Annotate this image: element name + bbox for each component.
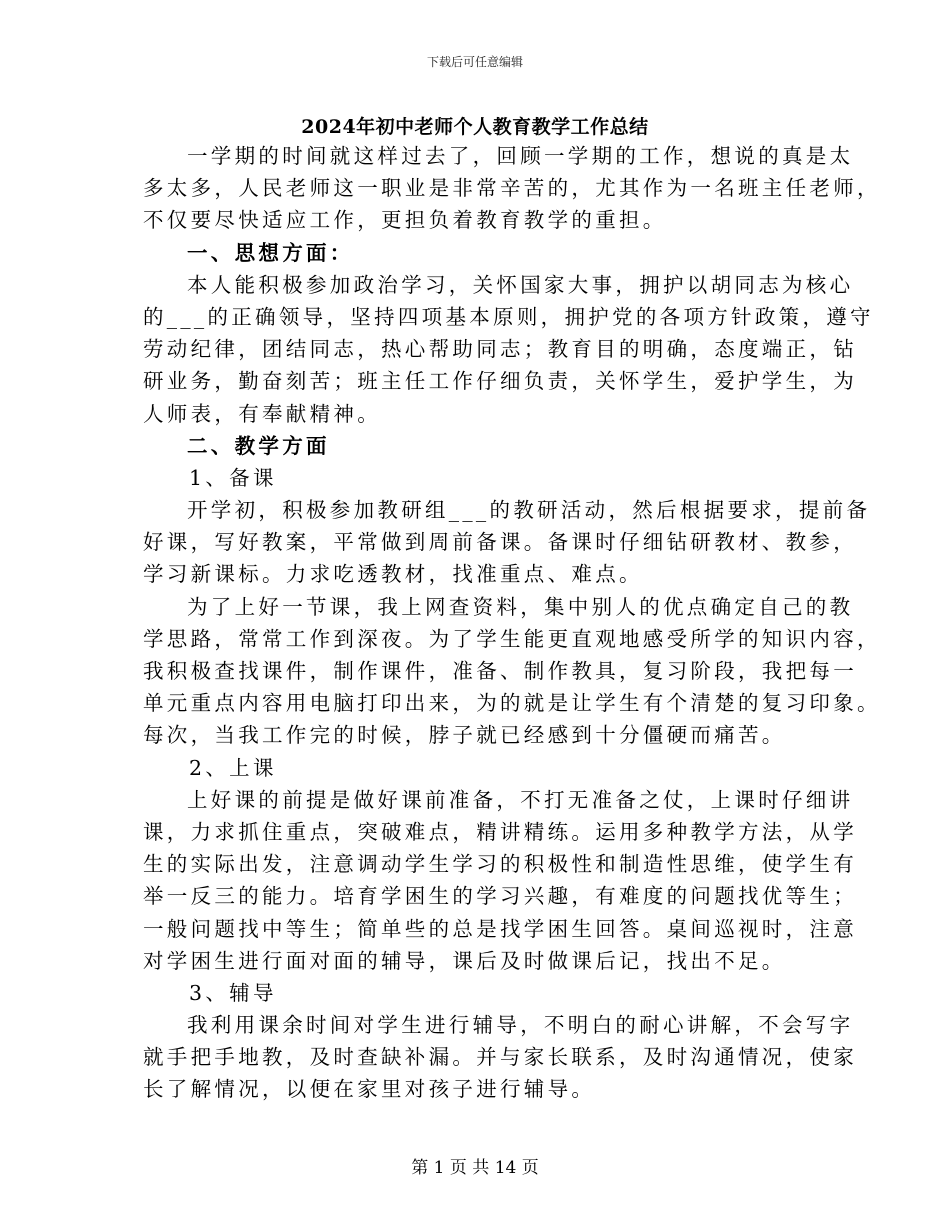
paragraph-line: 每次，当我工作完的时候，脖子就已经感到十分僵硬而痛苦。 [143,723,786,748]
paragraph-line: 长了解情况，以便在家里对孩子进行辅导。 [143,1077,596,1102]
paragraph-line: 上好课的前提是做好课前准备，不打无准备之仗，上课时仔细讲 [187,787,854,812]
paragraph-line: 开学初，积极参加教研组___的教研活动，然后根据要求，提前备 [187,498,871,523]
page-footer: 第 1 页 共 14 页 [411,1158,539,1178]
paragraph-line: 单元重点内容用电脑打印出来，为的就是让学生有个清楚的复习印象。 [143,691,881,716]
paragraph-line: 生的实际出发，注意调动学生学习的积极性和制造性思维，使学生有 [143,852,857,877]
paragraph-line: 我利用课余时间对学生进行辅导，不明白的耐心讲解，不会写字 [187,1013,854,1038]
paragraph-line: 人师表，有奉献精神。 [143,401,381,426]
subsection-heading: 2、上课 [189,755,277,780]
paragraph-line: 为了上好一节课，我上网查资料，集中别人的优点确定自己的教 [187,594,854,619]
section-heading: 一、思想方面： [187,240,354,265]
paragraph-line: 本人能积极参加政治学习，关怀国家大事，拥护以胡同志为核心 [187,272,854,297]
document-title: 2024年初中老师个人教育教学工作总结 [301,116,649,138]
paragraph-line: 不仅要尽快适应工作，更担负着教育教学的重担。 [143,208,667,233]
paragraph-line: 劳动纪律，团结同志，热心帮助同志；教育目的明确，态度端正，钻 [143,337,857,362]
paragraph-line: 一学期的时间就这样过去了，回顾一学期的工作，想说的真是太 [187,144,854,168]
header-note: 下载后可任意编辑 [426,55,523,69]
document-body [143,140,881,1106]
paragraph-line: 一般问题找中等生；简单些的总是找学困生回答。桌间巡视时，注意 [143,916,857,941]
paragraph-line: 学思路，常常工作到深夜。为了学生能更直观地感受所学的知识内容， [143,626,881,651]
paragraph-line: 我积极查找课件，制作课件，准备、制作教具，复习阶段，我把每一 [143,659,857,683]
paragraph-line: 对学困生进行面对面的辅导，课后及时做课后记，找出不足。 [143,948,786,973]
paragraph-line: 就手把手地教，及时查缺补漏。并与家长联系，及时沟通情况，使家 [143,1045,857,1070]
paragraph-line: 课，力求抓住重点，突破难点，精讲精练。运用多种教学方法，从学 [143,819,857,844]
paragraph-line: 研业务，勤奋刻苦；班主任工作仔细负责，关怀学生，爱护学生，为 [143,369,857,394]
paragraph-line: 的___的正确领导，坚持四项基本原则，拥护党的各项方针政策，遵守 [143,304,874,329]
section-heading: 二、教学方面 [187,433,330,458]
paragraph-line: 举一反三的能力。培育学困生的学习兴趣，有难度的问题找优等生； [143,884,857,909]
paragraph-line: 多太多，人民老师这一职业是非常辛苦的，尤其作为一名班主任老师， [143,176,881,201]
paragraph-line: 学习新课标。力求吃透教材，找准重点、难点。 [143,562,643,587]
subsection-heading: 1、备课 [189,465,277,490]
subsection-heading: 3、辅导 [189,980,277,1005]
paragraph-line: 好课，写好教案，平常做到周前备课。备课时仔细钻研教材、教参， [143,530,857,555]
